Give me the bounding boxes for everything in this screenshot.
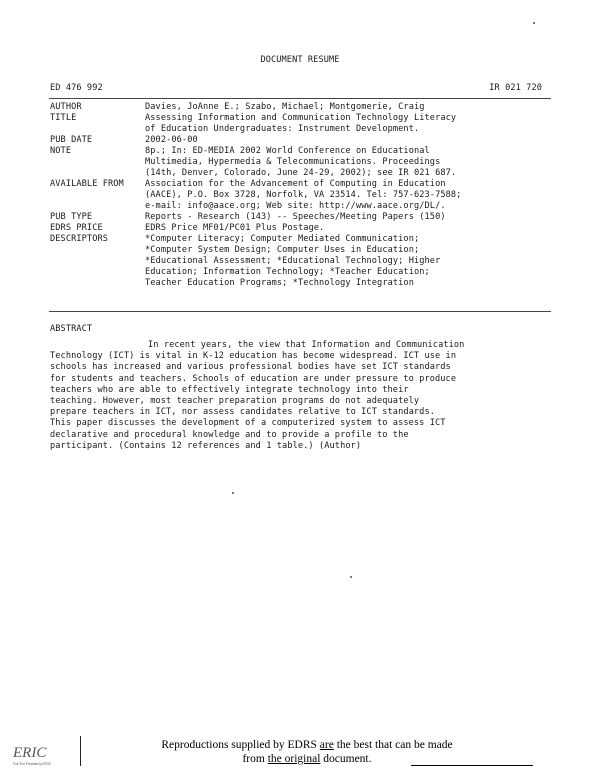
field-value-line: *Computer System Design; Computer Uses in Education; [145,245,420,255]
field-value [145,234,550,289]
field-value-line: 8p.; In: ED-MEDIA 2002 World Conference on Educational [145,146,430,156]
field-value [145,113,550,135]
field-row [50,146,550,179]
field-row [50,234,550,289]
abstract-line: participant. (Contains 12 references and 1 table.) (Author) [50,440,362,451]
field-label: DESCRIPTORS [50,234,109,244]
stray-mark [232,492,234,494]
field-label: TITLE [50,113,77,123]
document-resume-title: DOCUMENT RESUME [260,55,340,65]
footer-line-1: Reproductions supplied by EDRS are the best that can be made [161,739,453,751]
field-row [50,212,550,223]
field-value-line: *Computer Literacy; Computer Mediated Communication; [145,234,420,244]
abstract-label: ABSTRACT [50,324,93,334]
stray-mark [533,22,535,24]
abstract-line: for students and teachers. Schools of education are under pressure to produce [50,373,457,384]
field-value-line: Reports - Research (143) -- Speeches/Meeting Papers (150) [145,212,446,222]
footer-underline [411,765,533,766]
field-value-line: Assessing Information and Communication Technology Literacy [145,113,457,123]
field-value-line: e-mail: info@aace.org; Web site: http://www.aace.org/DL/. [145,201,446,211]
abstract-line: teachers who are able to effectively integrate technology into their [50,384,409,395]
abstract-line: prepare teachers in ICT, nor assess candidates relative to ICT standards. [50,407,435,418]
eric-logo-text: ERIC [13,745,47,761]
field-row [50,179,550,212]
field-value-line: Davies, JoAnne E.; Szabo, Michael; Montgomerie, Craig [145,102,425,112]
field-value [145,102,550,113]
field-value [145,212,550,223]
abstract-line: Technology (ICT) is vital in K-12 education has become widespread. ICT use in [50,351,457,362]
field-row [50,223,550,234]
footer-box [80,736,554,766]
metadata-fields [50,102,550,289]
header-rule-bottom [49,311,551,312]
footer-text [147,738,467,766]
abstract-line: schools has increased and various professional bodies have set ICT standards [50,362,451,373]
field-label: AUTHOR [50,102,82,112]
field-value-line: 2002-06-00 [145,135,198,145]
field-label: NOTE [50,146,72,156]
ed-number: ED 476 992 [50,83,103,93]
abstract-line: In recent years, the view that Information and Communication [148,340,465,350]
eric-logo-subtext: Full Text Provided by ERIC [13,762,52,766]
field-label: PUB DATE [50,135,93,145]
field-value-line: *Educational Assessment; *Educational Technology; Higher [145,256,441,266]
field-value [145,179,550,212]
field-value [145,135,550,146]
eric-logo-icon [12,742,52,768]
field-row [50,102,550,113]
field-value-line: (AACE), P.O. Box 3728, Norfolk, VA 23514. Tel: 757-623-7588; [145,190,462,200]
abstract-text [50,340,550,452]
field-value-line: (14th, Denver, Colorado, June 24-29, 2002); see IR 021 687. [145,168,457,178]
field-value-line: Multimedia, Hypermedia & Telecommunications. Proceedings [145,157,441,167]
field-value-line: Teacher Education Programs; *Technology Integration [145,278,414,288]
stray-mark [350,576,352,578]
field-value [145,223,550,234]
field-label: EDRS PRICE [50,223,103,233]
footer-line-2: from the original document. [242,753,372,765]
field-value-line: EDRS Price MF01/PC01 Plus Postage. [145,223,325,233]
field-row [50,135,550,146]
field-value-line: Education; Information Technology; *Teacher Education; [145,267,430,277]
header-rule-top [49,98,551,99]
field-row [50,113,550,135]
eric-logo [12,742,52,768]
field-label: AVAILABLE FROM [50,179,124,189]
abstract-line: This paper discusses the development of a computerized system to assess ICT [50,418,446,429]
abstract-line: declarative and procedural knowledge and to provide a profile to the [50,429,409,440]
field-value-line: Association for the Advancement of Computing in Education [145,179,446,189]
field-label: PUB TYPE [50,212,93,222]
abstract-line: teaching. However, most teacher preparation programs do not adequately [50,396,420,407]
ir-number: IR 021 720 [489,83,542,93]
field-value [145,146,550,179]
field-value-line: of Education Undergraduates: Instrument Development. [145,124,420,134]
